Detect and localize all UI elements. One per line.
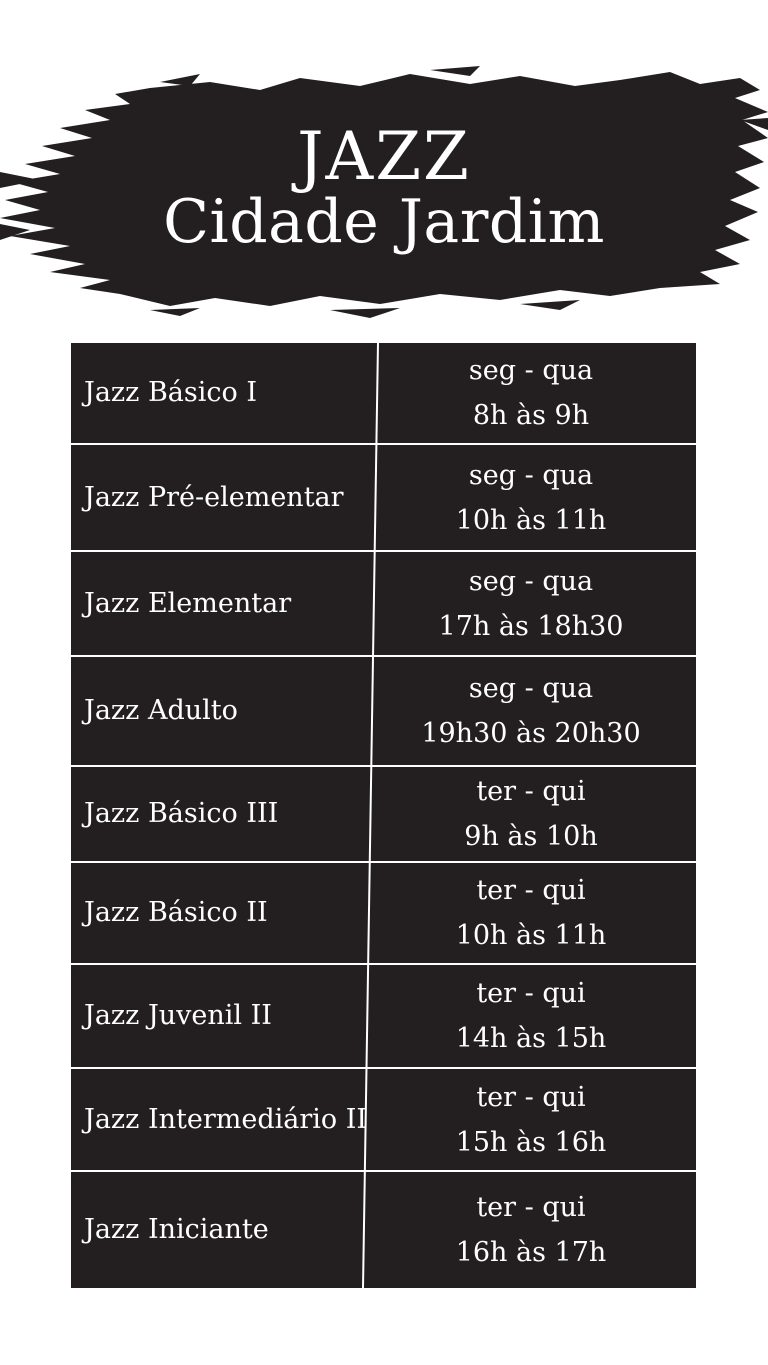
class-schedule <box>376 348 686 438</box>
class-schedule <box>376 868 686 958</box>
class-schedule <box>376 559 686 649</box>
class-schedule <box>376 971 686 1061</box>
class-name: Jazz Básico I <box>84 377 258 408</box>
table-row <box>71 445 696 551</box>
class-days: ter - qui <box>476 776 586 807</box>
table-row <box>71 965 696 1067</box>
page-title-line-1: JAZZ <box>297 118 471 195</box>
table-row <box>71 1172 696 1288</box>
class-hours: 17h às 18h30 <box>438 611 624 642</box>
class-schedule <box>376 1075 686 1165</box>
class-days: seg - qua <box>468 673 594 704</box>
class-days: ter - qui <box>476 978 586 1009</box>
class-schedule <box>376 769 686 859</box>
class-name: Jazz Básico III <box>84 798 279 829</box>
table-row <box>71 767 696 861</box>
page-title-line-2: Cidade Jardim <box>163 187 605 257</box>
class-hours: 9h às 10h <box>464 821 598 852</box>
class-days: ter - qui <box>476 875 586 906</box>
class-hours: 15h às 16h <box>455 1126 607 1158</box>
class-name: Jazz Juvenil II <box>84 1000 272 1031</box>
table-row <box>71 863 696 963</box>
class-hours: 14h às 15h <box>455 1023 607 1054</box>
class-hours: 19h30 às 20h30 <box>421 718 641 749</box>
class-name: Jazz Adulto <box>84 695 238 726</box>
table-row <box>71 552 696 656</box>
class-schedule <box>376 1185 686 1275</box>
table-row <box>71 343 696 443</box>
class-hours: 10h às 11h <box>455 920 607 951</box>
class-days: ter - qui <box>476 1192 586 1223</box>
table-row <box>71 1069 696 1170</box>
class-schedule <box>376 453 686 543</box>
schedule-table <box>71 343 696 1288</box>
class-hours: 8h às 9h <box>472 400 590 431</box>
class-name: Jazz Básico II <box>84 897 268 928</box>
class-days: seg - qua <box>468 566 594 597</box>
class-hours: 10h às 11h <box>455 505 607 536</box>
class-days: seg - qua <box>468 355 594 386</box>
class-name: Jazz Elementar <box>84 588 292 619</box>
class-schedule <box>376 666 686 756</box>
class-days: ter - qui <box>476 1081 586 1113</box>
class-name: Jazz Iniciante <box>84 1214 269 1245</box>
table-row <box>71 657 696 765</box>
class-name: Jazz Pré-elementar <box>84 482 344 513</box>
class-days: seg - qua <box>468 460 594 491</box>
class-hours: 16h às 17h <box>455 1237 607 1268</box>
class-name: Jazz Intermediário II <box>84 1103 368 1135</box>
